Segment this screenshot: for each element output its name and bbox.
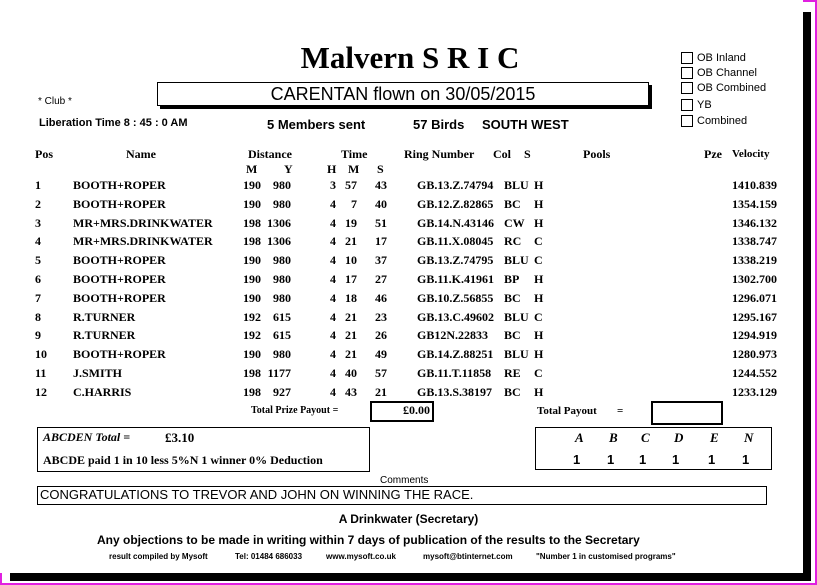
pool-letter: N [744, 430, 754, 445]
header-hours: H [327, 162, 337, 176]
pool-letter: A [575, 430, 584, 445]
cell-velocity: 1294.919 [732, 328, 777, 343]
secretary: A Drinkwater (Secretary) [338, 512, 479, 526]
cell-ring: GB.11.K.41961 [417, 272, 495, 286]
cell-hours: 4 [330, 215, 336, 230]
abcden-value: £3.10 [165, 430, 195, 445]
option-checkbox[interactable] [681, 115, 693, 127]
cell-seconds: 40 [375, 196, 387, 211]
cell-name: MR+MRS.DRINKWATER [73, 234, 213, 249]
cell-sex: H [534, 215, 544, 230]
cell-seconds: 21 [375, 384, 387, 399]
cell-colour: RC [504, 234, 522, 249]
objections-notice: Any objections to be made in writing within 7 days of publication of the results to the Secretary [97, 533, 640, 547]
birds-count: 57 Birds [413, 117, 465, 132]
cell-pos: 6 [35, 272, 41, 286]
cell-name: R.TURNER [73, 328, 136, 343]
cell-velocity: 1338.219 [732, 253, 777, 268]
cell-yards: 980 [273, 178, 291, 192]
cell-hours: 4 [330, 328, 336, 343]
cell-minutes: 18 [345, 290, 357, 305]
cell-yards: 1306 [267, 234, 291, 249]
cell-seconds: 57 [375, 366, 387, 380]
cell-name: BOOTH+ROPER [73, 347, 166, 362]
members-sent: 5 Members sent [267, 117, 366, 132]
cell-velocity: 1302.700 [732, 272, 777, 286]
cell-ring: GB.13.Z.74795 [417, 253, 494, 268]
cell-colour: BLU [504, 178, 529, 192]
cell-minutes: 21 [345, 234, 357, 249]
cell-velocity: 1410.839 [732, 178, 777, 192]
cell-name: J.SMITH [73, 366, 123, 380]
cell-pos: 10 [35, 347, 47, 362]
cell-hours: 4 [330, 290, 336, 305]
cell-yards: 980 [273, 272, 291, 286]
cell-pos: 12 [35, 384, 47, 399]
cell-hours: 4 [330, 309, 336, 324]
cell-seconds: 51 [375, 215, 387, 230]
cell-name: BOOTH+ROPER [73, 272, 166, 286]
cell-miles: 198 [243, 366, 261, 380]
cell-colour: CW [504, 215, 525, 230]
pool-count: 1 [742, 452, 750, 467]
cell-pos: 7 [35, 290, 41, 305]
cell-ring: GB.14.N.43146 [417, 215, 495, 230]
cell-minutes: 7 [351, 196, 357, 211]
footer-compiled: result compiled by Mysoft [109, 552, 208, 561]
total-payout-equals: = [617, 405, 624, 417]
cell-colour: RE [504, 366, 521, 380]
cell-colour: BLU [504, 309, 529, 324]
header-velocity: Velocity [732, 148, 770, 160]
cell-ring: GB.10.Z.56855 [417, 290, 494, 305]
page-title: Malvern S R I C [300, 40, 520, 75]
cell-seconds: 17 [375, 234, 387, 249]
comments-label: Comments [380, 475, 429, 486]
cell-yards: 1177 [267, 366, 291, 380]
footer-email: mysoft@btinternet.com [423, 552, 513, 561]
cell-pos: 3 [35, 215, 41, 230]
cell-ring: GB.11.X.08045 [417, 234, 494, 249]
total-payout-label: Total Payout [537, 405, 597, 417]
cell-miles: 190 [243, 272, 261, 286]
cell-ring: GB.11.T.11858 [417, 366, 492, 380]
option-label: OB Combined [697, 81, 767, 94]
cell-sex: C [534, 253, 543, 268]
cell-velocity: 1280.973 [732, 347, 777, 362]
cell-ring: GB12N.22833 [417, 328, 489, 343]
cell-sex: H [534, 178, 544, 192]
cell-colour: BC [504, 328, 521, 343]
cell-minutes: 19 [345, 215, 357, 230]
footer-slogan: "Number 1 in customised programs" [536, 552, 676, 561]
cell-hours: 4 [330, 234, 336, 249]
cell-yards: 1306 [267, 215, 291, 230]
cell-pos: 1 [35, 178, 41, 192]
cell-miles: 190 [243, 196, 261, 211]
cell-velocity: 1338.747 [732, 234, 777, 249]
cell-pos: 2 [35, 196, 41, 211]
cell-sex: H [534, 196, 544, 211]
cell-sex: H [534, 272, 544, 286]
cell-pos: 8 [35, 309, 41, 324]
cell-miles: 190 [243, 253, 261, 268]
cell-name: MR+MRS.DRINKWATER [73, 215, 213, 230]
cell-yards: 980 [273, 253, 291, 268]
header-distance: Distance [248, 147, 292, 161]
cell-ring: GB.12.Z.82865 [417, 196, 494, 211]
cell-velocity: 1233.129 [732, 384, 777, 399]
header-yards: Y [284, 162, 293, 176]
pool-letter: C [641, 430, 650, 445]
cell-miles: 198 [243, 215, 261, 230]
header-minutes: M [348, 162, 360, 176]
cell-name: BOOTH+ROPER [73, 253, 166, 268]
comment-text: CONGRATULATIONS TO TREVOR AND JOHN ON WINNING THE RACE. [40, 487, 474, 502]
cell-ring: GB.13.S.38197 [417, 384, 493, 399]
pool-count: 1 [607, 452, 615, 467]
option-row [681, 79, 766, 97]
option-row [681, 112, 747, 130]
cell-sex: C [534, 366, 543, 380]
cell-colour: BC [504, 290, 521, 305]
cell-ring: GB.13.C.49602 [417, 309, 495, 324]
total-payout-box [651, 401, 723, 425]
cell-seconds: 27 [375, 272, 387, 286]
pool-count: 1 [672, 452, 680, 467]
cell-sex: H [534, 328, 544, 343]
cell-seconds: 43 [375, 178, 387, 192]
cell-miles: 192 [243, 309, 261, 324]
cell-pos: 5 [35, 253, 41, 268]
pool-letter: D [674, 430, 684, 445]
pool-count: 1 [708, 452, 716, 467]
cell-minutes: 40 [345, 366, 357, 380]
cell-seconds: 26 [375, 328, 387, 343]
footer-website: www.mysoft.co.uk [326, 552, 396, 561]
header-pze: Pze [704, 147, 722, 161]
cell-name: BOOTH+ROPER [73, 196, 166, 211]
cell-minutes: 21 [345, 328, 357, 343]
cell-minutes: 21 [345, 309, 357, 324]
prize-payout-value: £0.00 [403, 403, 430, 417]
abcden-label: ABCDEN Total = [43, 430, 131, 444]
option-label: YB [697, 98, 712, 111]
cell-sex: H [534, 384, 544, 399]
option-checkbox[interactable] [681, 52, 693, 64]
cell-hours: 4 [330, 366, 336, 380]
cell-hours: 4 [330, 347, 336, 362]
pool-letter: B [609, 430, 618, 445]
cell-colour: BLU [504, 253, 529, 268]
cell-yards: 927 [273, 384, 291, 399]
page-shadow-bottom [10, 573, 811, 581]
footer-tel: Tel: 01484 686033 [235, 552, 303, 561]
cell-sex: H [534, 290, 544, 305]
cell-miles: 192 [243, 328, 261, 343]
cell-minutes: 17 [345, 272, 357, 286]
cell-minutes: 57 [345, 178, 357, 192]
option-checkbox[interactable] [681, 82, 693, 94]
cell-hours: 4 [330, 272, 336, 286]
cell-yards: 980 [273, 290, 291, 305]
header-pools: Pools [583, 147, 611, 161]
cell-seconds: 46 [375, 290, 387, 305]
cell-pos: 11 [35, 366, 47, 380]
prize-payout-label: Total Prize Payout = [251, 405, 339, 416]
cell-pos: 9 [35, 328, 41, 343]
cell-miles: 198 [243, 384, 261, 399]
cell-yards: 980 [273, 347, 291, 362]
cell-velocity: 1244.552 [732, 366, 777, 380]
cell-velocity: 1296.071 [732, 290, 777, 305]
cell-ring: GB.14.Z.88251 [417, 347, 494, 362]
cell-miles: 190 [243, 290, 261, 305]
cell-miles: 190 [243, 347, 261, 362]
pool-counts-box [535, 427, 772, 470]
cell-name: C.HARRIS [73, 384, 132, 399]
cell-velocity: 1346.132 [732, 215, 777, 230]
option-label: OB Inland [697, 51, 746, 64]
pool-count: 1 [639, 452, 647, 467]
header-col: Col [493, 147, 511, 161]
cell-minutes: 21 [345, 347, 357, 362]
option-checkbox[interactable] [681, 99, 693, 111]
cell-colour: BC [504, 384, 521, 399]
cell-minutes: 10 [345, 253, 357, 268]
cell-sex: H [534, 347, 544, 362]
cell-yards: 615 [273, 309, 291, 324]
cell-yards: 980 [273, 196, 291, 211]
page-shadow-right [803, 12, 811, 581]
cell-hours: 4 [330, 384, 336, 399]
option-label: OB Channel [697, 66, 757, 79]
header-seconds: S [377, 162, 384, 176]
cell-miles: 190 [243, 178, 261, 192]
liberation-time: Liberation Time 8 : 45 : 0 AM [39, 117, 188, 129]
header-ring: Ring Number [404, 147, 475, 161]
option-label: Combined [697, 114, 748, 127]
abcde-note: ABCDE paid 1 in 10 less 5%N 1 winner 0% Deduction [43, 453, 323, 467]
option-checkbox[interactable] [681, 67, 693, 79]
cell-yards: 615 [273, 328, 291, 343]
cell-name: R.TURNER [73, 309, 136, 324]
cell-name: BOOTH+ROPER [73, 290, 166, 305]
header-sex: S [524, 147, 531, 161]
cell-colour: BC [504, 196, 521, 211]
header-name: Name [126, 147, 156, 161]
header-time: Time [341, 147, 368, 161]
cell-minutes: 43 [345, 384, 357, 399]
cell-ring: GB.13.Z.74794 [417, 178, 494, 192]
cell-seconds: 23 [375, 309, 387, 324]
cell-hours: 4 [330, 196, 336, 211]
header-pos: Pos [35, 147, 53, 161]
header-miles: M [246, 162, 258, 176]
pool-count: 1 [573, 452, 581, 467]
cell-hours: 3 [330, 178, 336, 192]
pool-letter: E [710, 430, 719, 445]
cell-name: BOOTH+ROPER [73, 178, 166, 192]
cell-miles: 198 [243, 234, 261, 249]
direction: SOUTH WEST [482, 117, 569, 132]
cell-seconds: 49 [375, 347, 387, 362]
race-title: CARENTAN flown on 30/05/2015 [157, 82, 649, 106]
cell-sex: C [534, 234, 543, 249]
cell-velocity: 1295.167 [732, 309, 777, 324]
cell-seconds: 37 [375, 253, 387, 268]
cell-colour: BP [504, 272, 520, 286]
cell-sex: C [534, 309, 543, 324]
cell-colour: BLU [504, 347, 529, 362]
club-label: * Club * [38, 96, 72, 107]
cell-hours: 4 [330, 253, 336, 268]
cell-pos: 4 [35, 234, 41, 249]
cell-velocity: 1354.159 [732, 196, 777, 211]
